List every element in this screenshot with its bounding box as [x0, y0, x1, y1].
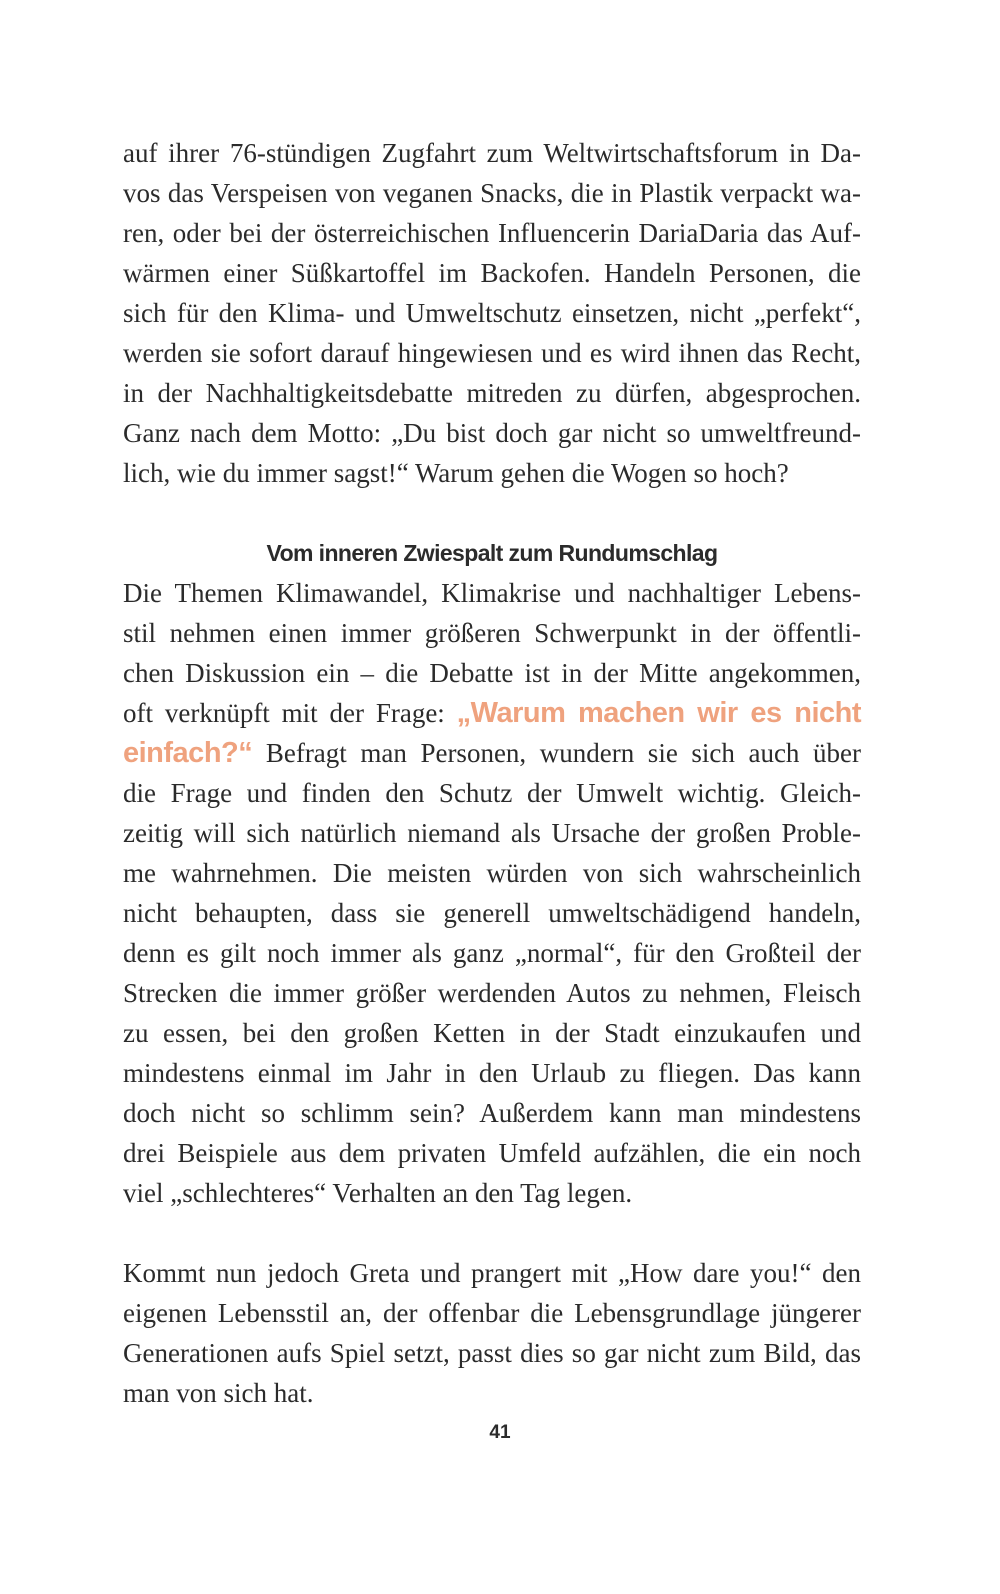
section-heading: Vom inneren Zwiespalt zum Rundumschlag [266, 540, 718, 566]
text-line: wärmen einer Süßkartoffel im Backofen. Handeln Personen, die [123, 258, 861, 288]
text-line: stil nehmen einen immer größeren Schwerpunkt in der öffentli- [123, 618, 861, 648]
text-line: lich, wie du immer sagst!“ Warum gehen die Wogen so hoch? [123, 458, 789, 488]
text-line: doch nicht so schlimm sein? Außerdem kann man mindestens [123, 1098, 861, 1128]
text-line: Kommt nun jedoch Greta und prangert mit „How dare you!“ den [123, 1258, 861, 1288]
paragraph-3 [123, 1253, 861, 1413]
text-line: in der Nachhaltigkeitsdebatte mitreden zu dürfen, abgesprochen. [123, 378, 861, 408]
text-line: die Frage und finden den Schutz der Umwelt wichtig. Gleich- [123, 778, 861, 808]
text-line: sich für den Klima- und Umweltschutz einsetzen, nicht „perfekt“, [123, 298, 861, 328]
text-line: vos das Verspeisen von veganen Snacks, die in Plastik verpackt wa- [123, 178, 861, 208]
text-line: mindestens einmal im Jahr in den Urlaub zu fliegen. Das kann [123, 1058, 861, 1088]
text-line-with-quote [123, 693, 861, 733]
paragraph-spacer [123, 1213, 861, 1253]
highlighted-quote: „Warum machen wir es nicht [456, 697, 862, 729]
text-line: me wahrnehmen. Die meisten würden von sich wahrscheinlich [123, 858, 861, 888]
text-line: man von sich hat. [123, 1378, 314, 1408]
text-line: Generationen aufs Spiel setzt, passt dies so gar nicht zum Bild, das [123, 1338, 861, 1368]
highlighted-quote-end: einfach?“ [123, 737, 253, 769]
text-line: nicht behaupten, dass sie generell umweltschädigend handeln, [123, 898, 861, 928]
text-line: Strecken die immer größer werdenden Autos zu nehmen, Fleisch [123, 978, 861, 1008]
text-line: eigenen Lebensstil an, der offenbar die Lebensgrundlage jüngerer [123, 1298, 861, 1328]
text-line: zu essen, bei den großen Ketten in der Stadt einzukaufen und [123, 1018, 861, 1048]
inline-text: oft verknüpft mit der Frage: [123, 698, 457, 728]
text-line-with-quote [123, 733, 861, 773]
text-line: werden sie sofort darauf hingewiesen und es wird ihnen das Recht, [123, 338, 861, 368]
inline-text: Befragt man Personen, wundern sie sich auch über [252, 738, 861, 768]
text-line: denn es gilt noch immer als ganz „normal“, für den Großteil der [123, 938, 861, 968]
paragraph-spacer [123, 493, 861, 533]
text-line: viel „schlechteres“ Verhalten an den Tag legen. [123, 1178, 633, 1208]
text-line: auf ihrer 76-stündigen Zugfahrt zum Weltwirtschaftsforum in Da- [123, 138, 861, 168]
book-page-body [123, 133, 861, 1413]
text-line: drei Beispiele aus dem privaten Umfeld aufzählen, die ein noch [123, 1138, 861, 1168]
paragraph-1 [123, 133, 861, 493]
paragraph-2 [123, 573, 861, 1213]
text-line: Die Themen Klimawandel, Klimakrise und nachhaltiger Lebens- [123, 578, 861, 608]
text-line: zeitig will sich natürlich niemand als Ursache der großen Proble- [123, 818, 861, 848]
text-line: ren, oder bei der österreichischen Influencerin DariaDaria das Auf- [123, 218, 861, 248]
text-line: Ganz nach dem Motto: „Du bist doch gar nicht so umweltfreund- [123, 418, 861, 448]
text-line: chen Diskussion ein – die Debatte ist in der Mitte angekommen, [123, 658, 861, 688]
page-number: 41 [489, 1422, 511, 1443]
